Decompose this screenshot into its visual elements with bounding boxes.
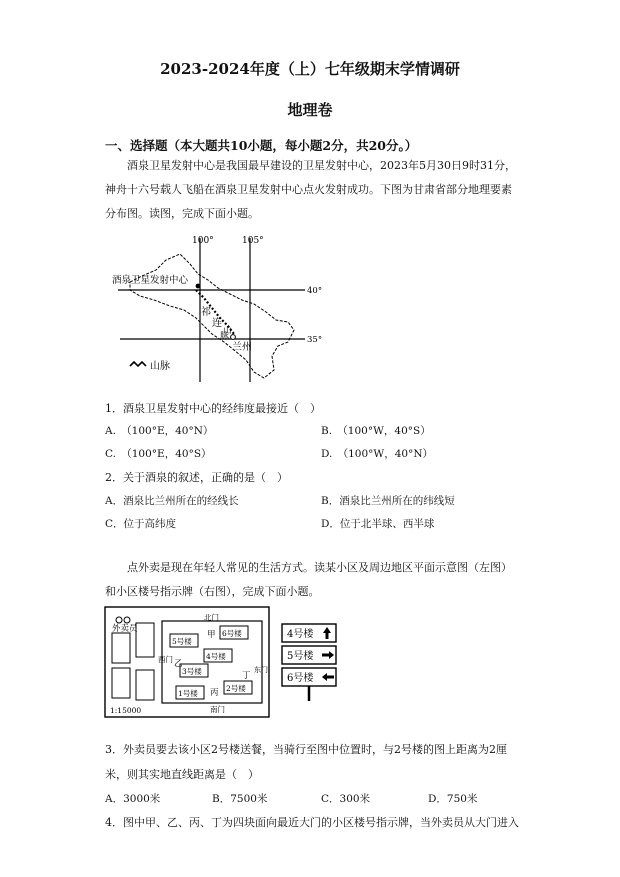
mountain-legend-icon xyxy=(130,362,146,366)
lon100-label: 100° xyxy=(192,236,214,246)
gansu-outline xyxy=(130,254,294,378)
q3-option-d[interactable]: D．750米 xyxy=(428,793,478,805)
q3-stem-line2: 米，则其实地直线距离是（ ） xyxy=(105,768,259,781)
q1-option-c[interactable]: C. （100°E，40°S） xyxy=(105,448,212,460)
legend-label: 山脉 xyxy=(150,361,170,372)
shan-label: 山 xyxy=(223,326,232,336)
north-gate-label: 北门 xyxy=(204,613,219,622)
q2-option-a[interactable]: A．酒泉比兰州所在的经线长 xyxy=(105,495,239,507)
lat40-label: 40° xyxy=(307,286,323,296)
page-title: 2023-2024年度（上）七年级期末学情调研 xyxy=(160,60,460,78)
b2-label: 2号楼 xyxy=(226,684,246,693)
q4-stem: 4．图中甲、乙、丙、丁为四块面向最近大门的小区楼号指示牌，当外卖员从大门进入 xyxy=(105,816,519,829)
lian-label: 连 xyxy=(212,318,222,329)
station-label: 酒泉卫星发射中心 xyxy=(112,275,189,286)
passage2-line1: 点外卖是现在年轻人常见的生活方式。读某小区及周边地区平面示意图（左图） xyxy=(127,561,512,574)
q2-option-d[interactable]: D．位于北半球、西半球 xyxy=(321,518,435,530)
q3-stem-line1: 3．外卖员要去该小区2号楼送餐，当骑行至图中位置时，与2号楼的图上距离为2厘 xyxy=(105,743,507,756)
qi-label: 祁 xyxy=(201,307,211,318)
bing-label: 丙 xyxy=(210,688,219,698)
q3-option-b[interactable]: B．7500米 xyxy=(212,793,268,805)
passage1-line1: 酒泉卫星发射中心是我国最早建设的卫星发射中心，2023年5月30日9时31分， xyxy=(127,159,516,172)
q1-stem: 1．酒泉卫星发射中心的经纬度最接近（ ） xyxy=(105,402,321,415)
yi-label: 乙 xyxy=(174,659,183,669)
page-subtitle: 地理卷 xyxy=(287,101,333,119)
gansu-map xyxy=(108,230,333,386)
q2-stem: 2．关于酒泉的叙述，正确的是（ ） xyxy=(105,471,288,484)
mai-label: 脉 xyxy=(220,332,230,342)
sign-row1-label: 4号楼 xyxy=(287,629,314,640)
east-gate-label: 东门 xyxy=(254,666,268,674)
q1-option-a[interactable]: A. （100°E，40°N） xyxy=(105,425,214,437)
b4-label: 4号楼 xyxy=(206,652,226,661)
delivery-label: 外卖员 xyxy=(112,624,138,634)
q2-option-c[interactable]: C．位于高纬度 xyxy=(105,518,177,530)
b6-label: 6号楼 xyxy=(222,629,242,638)
q1-option-b[interactable]: B. （100°W，40°S） xyxy=(321,425,431,437)
west-gate-label: 西门 xyxy=(158,655,173,664)
q2-option-b[interactable]: B．酒泉比兰州所在的纬线短 xyxy=(321,495,455,507)
q3-option-c[interactable]: C．300米 xyxy=(321,793,371,805)
sign-row2-label: 5号楼 xyxy=(287,651,314,662)
q3-option-a[interactable]: A．3000米 xyxy=(105,793,161,805)
lon105-label: 105° xyxy=(242,236,264,246)
passage2-line2: 和小区楼号指示牌（右图），完成下面小题。 xyxy=(105,585,320,598)
ding-label: 丁 xyxy=(242,671,251,681)
sign-row3-label: 6号楼 xyxy=(287,673,314,684)
q1-option-d[interactable]: D. （100°W，40°N） xyxy=(321,448,434,460)
lanzhou-label: 兰州 xyxy=(232,342,252,353)
building-sign xyxy=(281,621,339,703)
passage1-line2: 神舟十六号载人飞船在酒泉卫星发射中心点火发射成功。下图为甘肃省部分地理要素 xyxy=(105,183,512,196)
section-heading: 一、选择题（本大题共10小题，每小题2分，共20分。） xyxy=(105,138,418,153)
jia-label: 甲 xyxy=(207,630,216,640)
b5-label: 5号楼 xyxy=(172,637,192,646)
jiuquan-dot xyxy=(196,284,201,289)
neighborhood-map xyxy=(104,606,270,718)
b1-label: 1号楼 xyxy=(178,689,198,698)
b3-label: 3号楼 xyxy=(182,667,202,676)
south-gate-label: 南门 xyxy=(210,705,225,714)
lat35-label: 35° xyxy=(307,335,323,345)
passage1-line3: 分布图。读图，完成下面小题。 xyxy=(105,207,259,220)
scale-label: 1:15000 xyxy=(110,706,142,715)
